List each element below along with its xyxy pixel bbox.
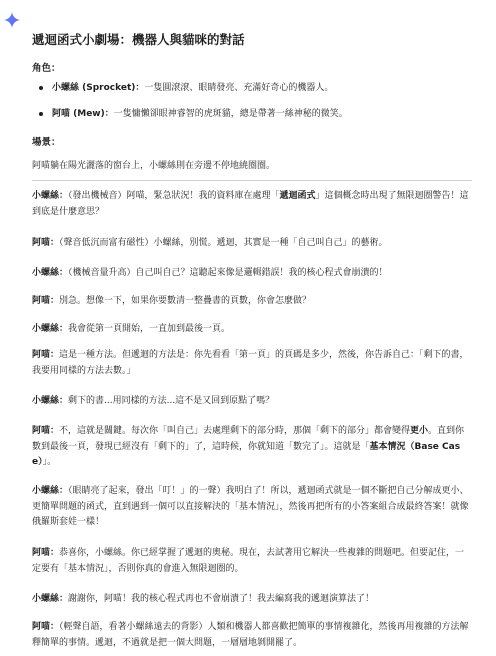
role-name: 小螺絲 (Sprocket)： bbox=[52, 83, 145, 93]
dialogue-line bbox=[32, 484, 472, 531]
dialogue-text: 不，這就是關鍵。每次你「叫自己」去處理剩下的部分時，那個「剩下的部分」都會變得 bbox=[59, 426, 411, 436]
dialogue-text: （發出機械音）阿喵，緊急狀況！我的資料庫在處理「 bbox=[68, 191, 280, 201]
dialogue-line bbox=[32, 592, 472, 608]
dialogue-text: 謝謝你，阿喵！我的核心程式再也不會崩潰了！我去編寫我的遞迴演算法了！ bbox=[68, 594, 375, 604]
role-item bbox=[52, 108, 348, 134]
dialogue-text: 」這個概念時出現了無限迴圈警告！這到底是什麼意思？ bbox=[32, 191, 469, 217]
dialogue-line bbox=[32, 189, 472, 220]
emphasis-text: 基本情況（Base Case） bbox=[32, 441, 461, 467]
dialogue-text: （機械音量升高）自己叫自己？這聽起來像是邏輯錯誤！我的核心程式會崩潰的！ bbox=[68, 268, 388, 278]
speaker-name: 阿喵： bbox=[32, 238, 60, 248]
dialogue-text: 我會從第一頁開始，一直加到最後一頁。 bbox=[68, 324, 231, 334]
speaker-name: 小螺絲： bbox=[32, 486, 69, 496]
speaker-name: 小螺絲： bbox=[32, 594, 69, 604]
role-desc: 一隻圓滾滾、眼睛發亮、充滿好奇心的機器人。 bbox=[144, 83, 334, 93]
speaker-name: 阿喵： bbox=[32, 622, 60, 632]
dialogue-line bbox=[32, 322, 472, 338]
dialogue-text: 恭喜你，小螺絲。你已經掌握了遞迴的奧秘。現在，去試著用它解決一些複雜的問題吧。但要記住，一定要有「基本情況」，否則你真的會進入無限迴圈的。 bbox=[32, 548, 465, 574]
dialogue-line bbox=[32, 266, 472, 282]
emphasis-text: 更小 bbox=[410, 426, 429, 436]
roles-label: 角色： bbox=[32, 63, 61, 74]
speaker-name: 阿喵： bbox=[32, 426, 60, 436]
speaker-name: 小螺絲： bbox=[32, 324, 69, 334]
speaker-name: 阿喵： bbox=[32, 548, 60, 558]
speaker-name: 阿喵： bbox=[32, 296, 60, 306]
dialogue-text: 這是一種方法。但遞迴的方法是：你先看看「第一頁」的頁碼是多少，然後，你告訴自己：「剩下的書，我要用同樣的方法去數。」 bbox=[32, 350, 469, 376]
dialogue-line bbox=[32, 546, 472, 577]
speaker-name: 小螺絲： bbox=[32, 268, 69, 278]
scene-text: 阿喵躺在陽光灑落的窗台上，小螺絲則在旁邊不停地繞圈圈。 bbox=[32, 161, 276, 171]
dialogue-line bbox=[32, 620, 472, 651]
page-title: 遞迴函式小劇場：機器人與貓咪的對話 bbox=[32, 32, 245, 47]
dialogue-text: （輕聲自語，看著小螺絲遠去的背影）人類和機器人都喜歡把簡單的事情複雜化，然後再用複雜的方法解釋簡單的事情。遞迴，不過就是把一個大問題，一層層地剝開罷了。 bbox=[32, 622, 469, 648]
dialogue-text: 」。 bbox=[42, 457, 57, 467]
role-desc: 一隻慵懶卻眼神睿智的虎斑貓，總是帶著一絲神秘的微笑。 bbox=[113, 109, 348, 119]
role-name: 阿喵 (Mew)： bbox=[52, 109, 114, 119]
speaker-name: 阿喵： bbox=[32, 350, 60, 360]
roles-list bbox=[32, 82, 348, 134]
speaker-name: 小螺絲： bbox=[32, 191, 69, 201]
dialogue-text: （聲音低沉而富有磁性）小螺絲，別慌。遞迴，其實是一種「自己叫自己」的藝術。 bbox=[59, 238, 388, 248]
dialogue-line bbox=[32, 236, 472, 252]
dialogue-line bbox=[32, 348, 472, 379]
role-item bbox=[52, 82, 348, 108]
dialogue-line bbox=[32, 294, 472, 310]
dialogue-text: 別急。想像一下，如果你要數清一整疊書的頁數，你會怎麼做？ bbox=[59, 296, 312, 306]
dialogue-text: （眼睛亮了起來，發出「叮！」的一聲）我明白了！所以，遞迴函式就是一個不斷把自己分解成更小、更簡單問題的函式，直到遇到一個可以直接解決的「基本情況」，然後再把所有的小答案組合成最終答案！就像俄羅斯套娃一樣！ bbox=[32, 486, 469, 527]
divider bbox=[32, 180, 472, 181]
emphasis-text: 遞迴函式 bbox=[279, 191, 316, 201]
dialogue-line bbox=[32, 394, 472, 410]
dialogue-line bbox=[32, 424, 472, 471]
dialogue-text: 。直到你數到最後一頁，發現已經沒有「剩下的」了，這時候，你就知道「數完了」。這就是「 bbox=[32, 426, 465, 452]
scene-label: 場景： bbox=[32, 137, 61, 148]
speaker-name: 小螺絲： bbox=[32, 396, 69, 406]
dialogue-text: 剩下的書...用同樣的方法...這不是又回到原點了嗎？ bbox=[68, 396, 275, 406]
gemini-sparkle-icon bbox=[4, 12, 20, 28]
